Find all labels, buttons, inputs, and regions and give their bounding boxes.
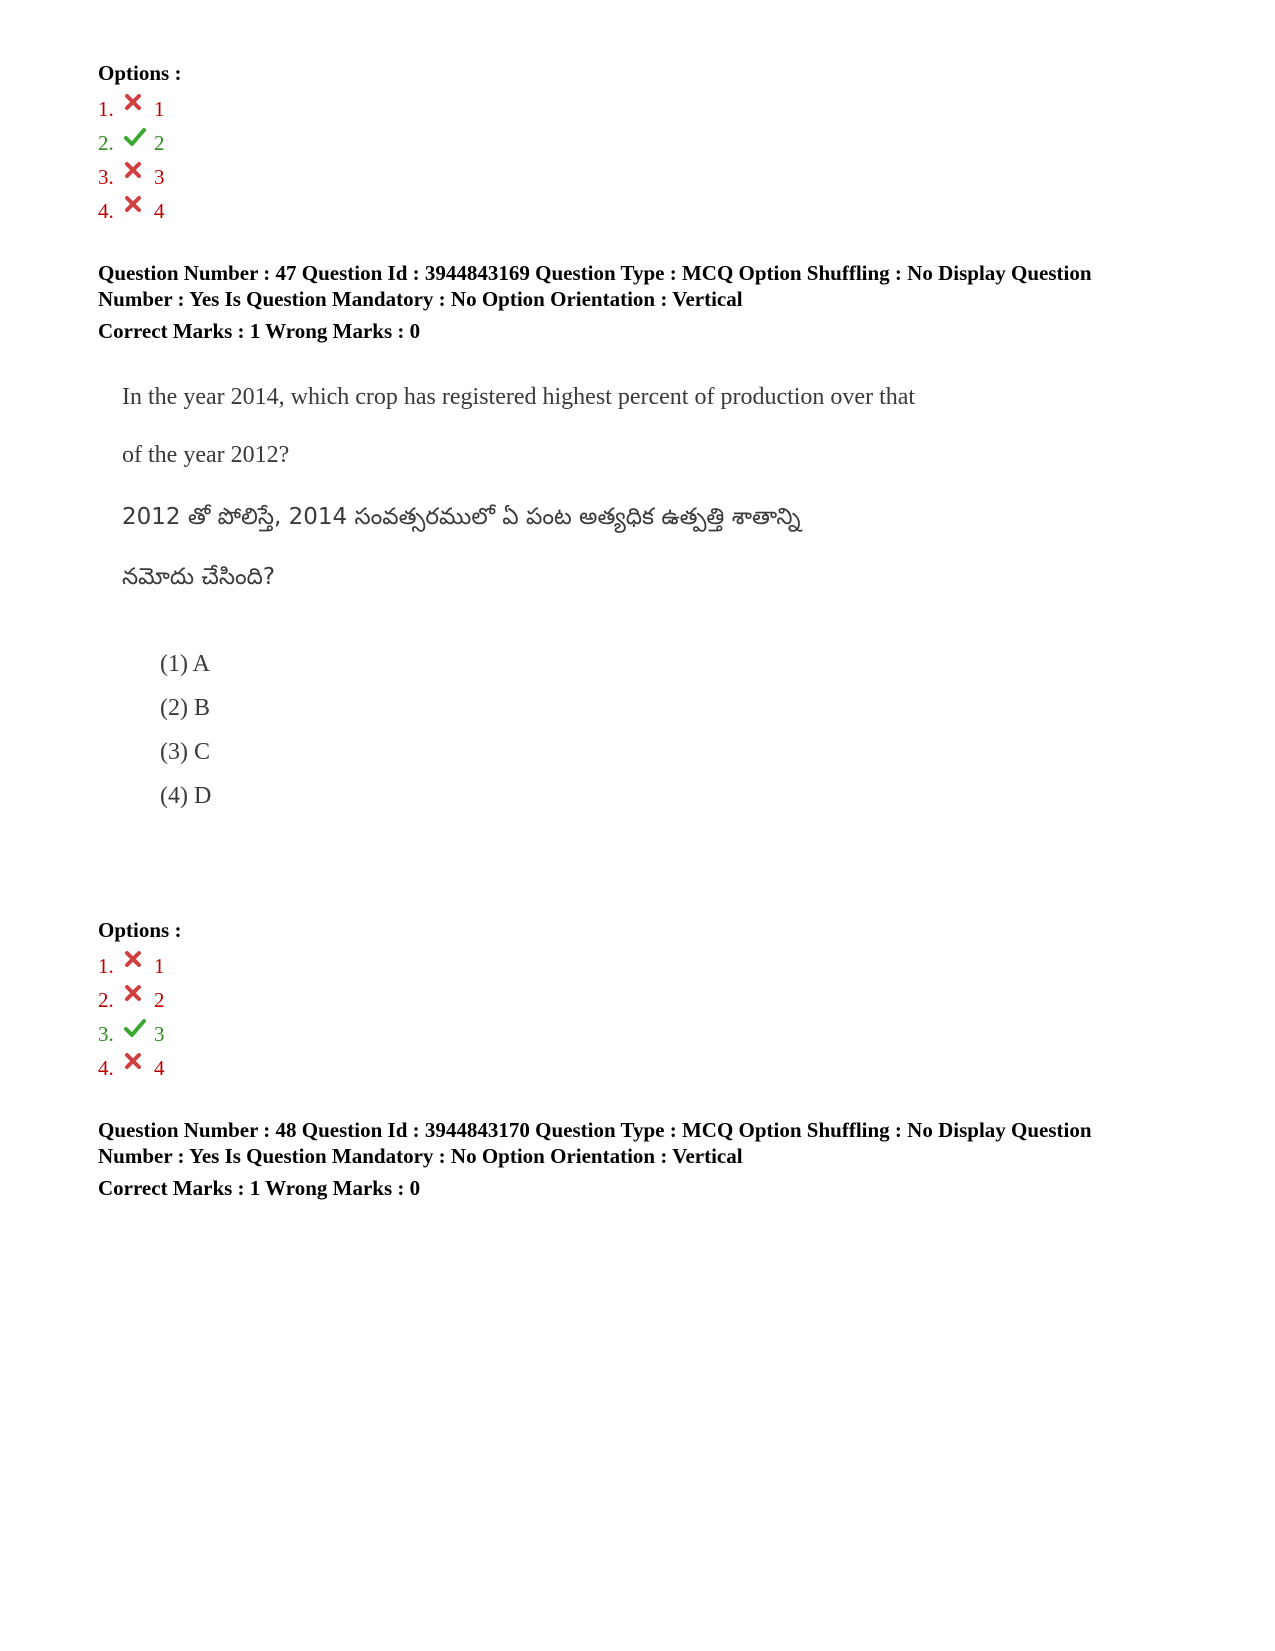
option-number: 1. [98,97,114,121]
question-meta-line: Number : Yes Is Question Mandatory : No Option Orientation : Vertical [98,1144,743,1168]
question-text-telugu: 2012 తో పోలిస్తే, 2014 సంవత్సరములో ఏ పంట అత్యధిక ఉత్పత్తి శాతాన్ని [122,504,801,530]
option-value: 2 [154,988,165,1012]
option-item [98,1051,398,1085]
question-body [122,368,1122,604]
options-heading: Options : [98,61,182,85]
option-item [98,983,398,1017]
option-number: 2. [98,131,114,155]
option-value: 1 [154,97,165,121]
option-item [98,949,398,983]
option-number: 3. [98,165,114,189]
options-heading: Options : [98,918,182,942]
option-number: 1. [98,954,114,978]
option-item [98,126,398,160]
question-meta [98,1117,1208,1201]
cross-icon [124,1053,150,1073]
choice-item: (2) B [160,695,210,721]
cross-icon [124,94,150,114]
option-number: 4. [98,199,114,223]
question-text-english: of the year 2012? [122,442,290,468]
option-value: 2 [154,131,165,155]
question-text-telugu: నమోదు చేసింది? [122,564,276,590]
cross-icon [124,985,150,1005]
options-list [98,949,398,1085]
check-icon [124,1019,150,1039]
option-value: 3 [154,1022,165,1046]
option-value: 1 [154,954,165,978]
question-choices [160,642,460,818]
question-meta-line: Question Number : 48 Question Id : 3944843170 Question Type : MCQ Option Shuffling : No Display Question [98,1118,1092,1142]
option-value: 3 [154,165,165,189]
question-text-english: In the year 2014, which crop has registered highest percent of production over that [122,384,916,410]
option-item [98,160,398,194]
option-item [98,194,398,228]
cross-icon [124,162,150,182]
marks-line: Correct Marks : 1 Wrong Marks : 0 [98,319,421,343]
question-meta [98,260,1208,344]
cross-icon [124,951,150,971]
question-meta-line: Number : Yes Is Question Mandatory : No Option Orientation : Vertical [98,287,743,311]
cross-icon [124,196,150,216]
choice-item: (4) D [160,783,212,809]
options-list [98,92,398,228]
choice-item: (1) A [160,651,210,677]
option-item [98,1017,398,1051]
option-number: 4. [98,1056,114,1080]
question-meta-line: Question Number : 47 Question Id : 3944843169 Question Type : MCQ Option Shuffling : No Display Question [98,261,1092,285]
option-item [98,92,398,126]
option-value: 4 [154,199,165,223]
marks-line: Correct Marks : 1 Wrong Marks : 0 [98,1176,421,1200]
option-number: 2. [98,988,114,1012]
choice-item: (3) C [160,739,210,765]
check-icon [124,128,150,148]
option-value: 4 [154,1056,165,1080]
option-number: 3. [98,1022,114,1046]
